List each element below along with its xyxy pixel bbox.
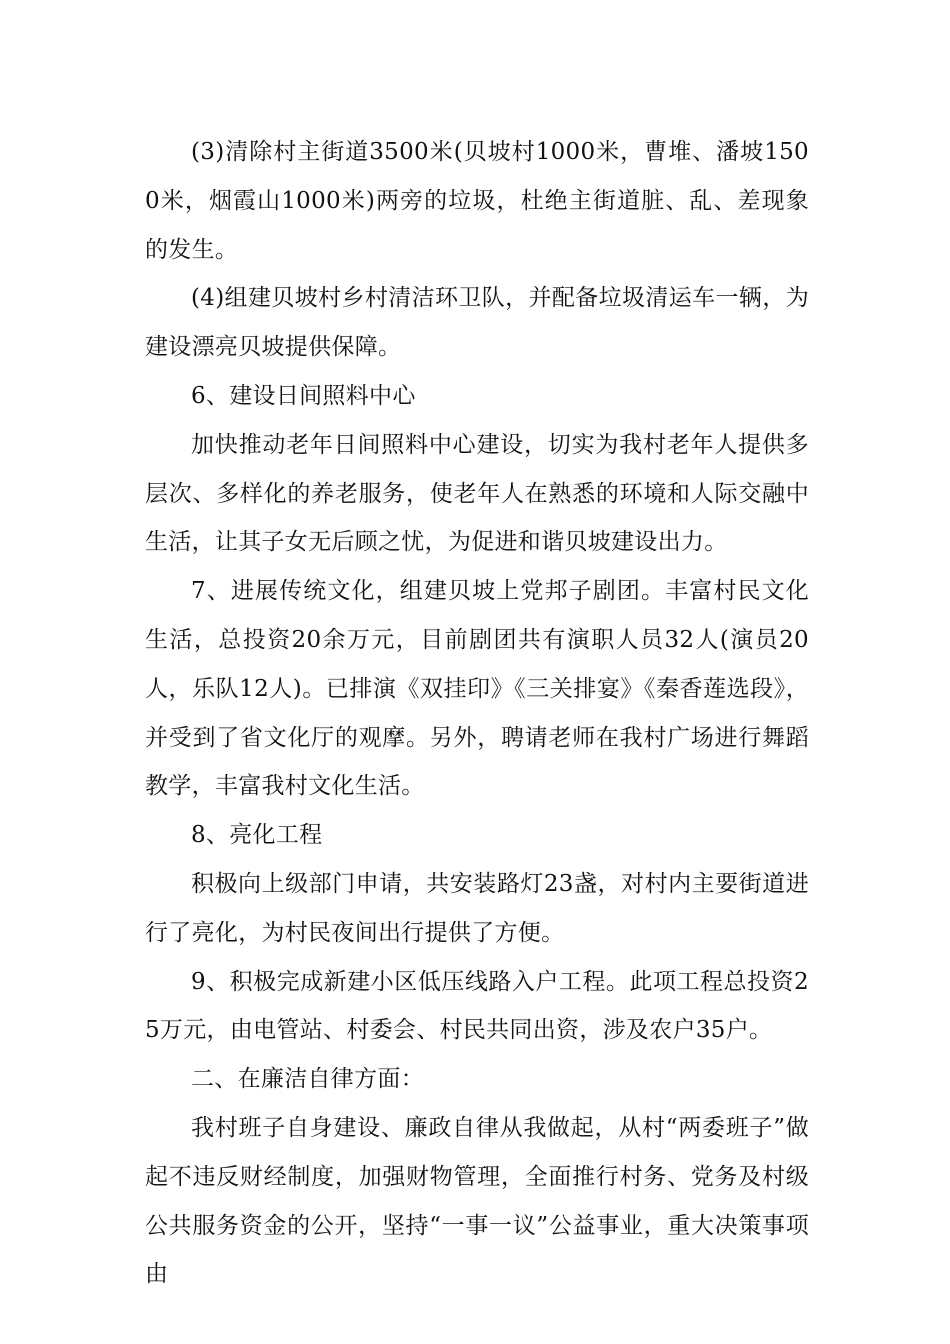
paragraph-power-line-project: 9、积极完成新建小区低压线路入户工程。此项工程总投资25万元，由电管站、村委会、村民共同出资，涉及农户35户。 [145, 968, 809, 1044]
document-body [145, 128, 809, 1299]
paragraph-lighting-project: 积极向上级部门申请，共安装路灯23盏，对村内主要街道进行了亮化，为村民夜间出行提供了方便。 [145, 870, 809, 946]
paragraph-sanitation-team: (4)组建贝坡村乡村清洁环卫队，并配备垃圾清运车一辆，为建设漂亮贝坡提供保障。 [145, 285, 809, 361]
heading-day-care-center: 6、建设日间照料中心 [191, 382, 416, 409]
paragraph-integrity-self-discipline: 我村班子自身建设、廉政自律从我做起，从村“两委班子”做起不违反财经制度，加强财物管理，全面推行村务、党务及村级公共服务资金的公开，坚持“一事一议”公益事业，重大决策事项由 [145, 1114, 809, 1288]
paragraph-day-care-center: 加快推动老年日间照料中心建设，切实为我村老年人提供多层次、多样化的养老服务，使老年人在熟悉的环境和人际交融中生活，让其子女无后顾之忧，为促进和谐贝坡建设出力。 [145, 431, 809, 556]
heading-integrity-self-discipline: 二、在廉洁自律方面： [191, 1066, 424, 1093]
paragraph-street-cleaning: (3)清除村主街道3500米(贝坡村1000米，曹堆、潘坡1500米，烟霞山1000米)两旁的垃圾，杜绝主街道脏、乱、差现象的发生。 [145, 139, 809, 263]
paragraph-traditional-culture: 7、进展传统文化，组建贝坡上党邦子剧团。丰富村民文化生活，总投资20余万元，目前剧团共有演职人员32人(演员20人，乐队12人)。已排演《双挂印》《三关排宴》《秦香莲选段》，并受到了省文化厅的观摩。另外，聘请老师在我村广场进行舞蹈教学，丰富我村文化生活。 [145, 578, 809, 800]
heading-lighting-project: 8、亮化工程 [191, 822, 323, 849]
